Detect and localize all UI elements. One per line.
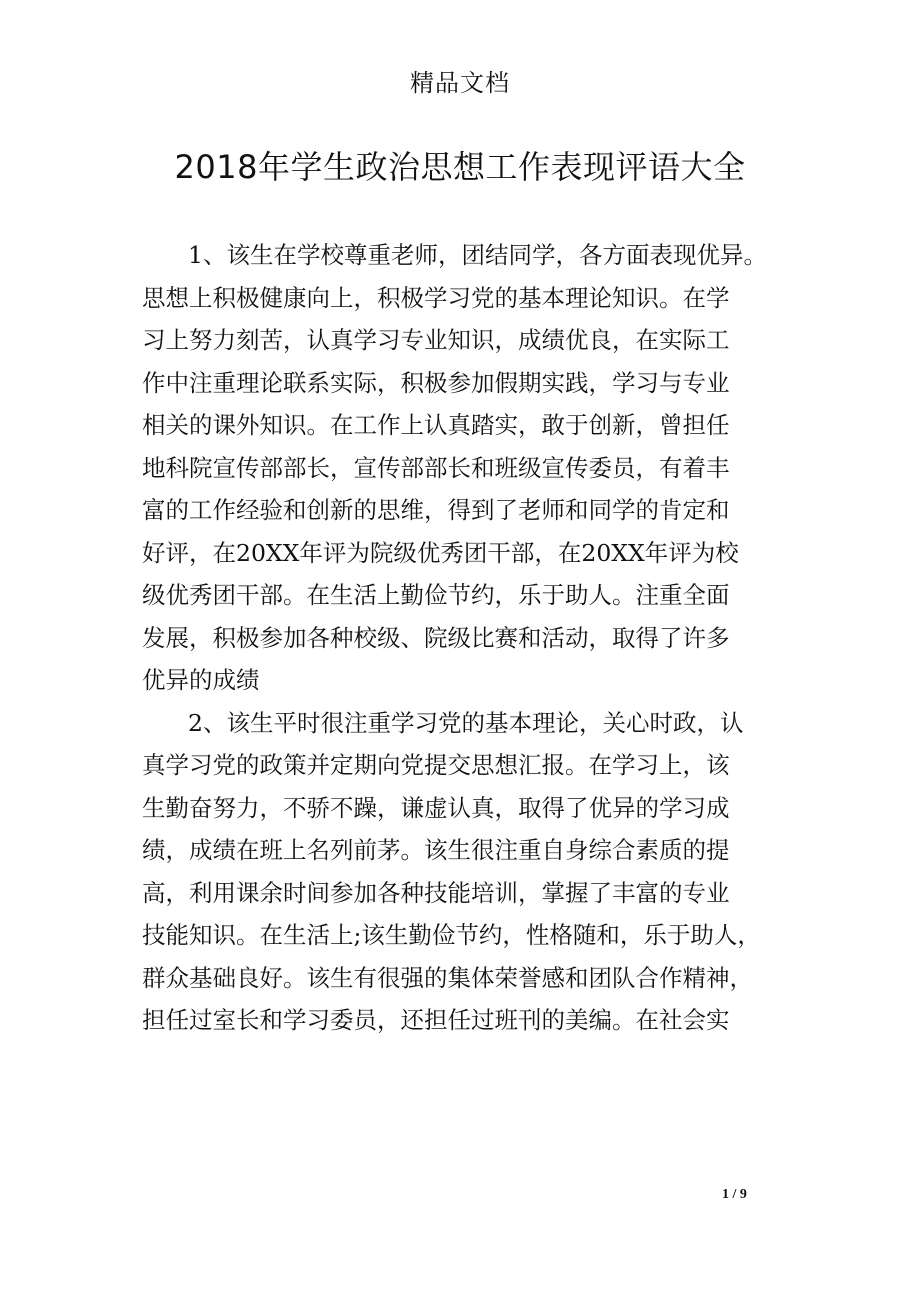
paragraph-line: 群众基础良好。该生有很强的集体荣誉感和团队合作精神，: [142, 963, 753, 992]
paragraph-line: 思想上积极健康向上，积极学习党的基本理论知识。在学: [142, 283, 730, 312]
paragraph-1: [142, 234, 802, 702]
paragraph-line: 生勤奋努力，不骄不躁，谦虚认真，取得了优异的学习成: [142, 793, 730, 822]
paragraph-line: 担任过室长和学习委员，还担任过班刊的美编。在社会实: [142, 1006, 730, 1034]
paragraph-line: 习上努力刻苦，认真学习专业知识，成绩优良，在实际工: [142, 326, 730, 354]
paragraph-line: 富的工作经验和创新的思维，得到了老师和同学的肯定和: [142, 496, 730, 524]
paragraph-line: 地科院宣传部部长，宣传部部长和班级宣传委员，有着丰: [142, 453, 730, 482]
paragraph-line: 2、该生平时很注重学习党的基本理论，关心时政，认: [188, 708, 744, 737]
document-header: 精品文档: [410, 69, 510, 97]
paragraph-line: 绩，成绩在班上名列前茅。该生很注重自身综合素质的提: [142, 836, 730, 864]
document-body: [142, 234, 802, 1042]
paragraph-line: 级优秀团干部。在生活上勤俭节约，乐于助人。注重全面: [142, 581, 730, 609]
paragraph-line: 高，利用课余时间参加各种技能培训，掌握了丰富的专业: [142, 878, 730, 907]
paragraph-line: 优异的成绩: [142, 666, 260, 694]
paragraph-line: 技能知识。在生活上;该生勤俭节约，性格随和，乐于助人，: [142, 921, 761, 949]
paragraph-2: [142, 702, 802, 1042]
paragraph-line: 好评，在20XX年评为院级优秀团干部，在20XX年评为校: [142, 538, 739, 567]
page-number: 1 / 9: [722, 1187, 747, 1202]
paragraph-line: 发展，积极参加各种校级、院级比赛和活动，取得了许多: [142, 623, 730, 652]
paragraph-line: 1、该生在学校尊重老师，团结同学，各方面表现优异。: [188, 241, 767, 269]
document-title: 2018年学生政治思想工作表现评语大全: [174, 148, 746, 187]
paragraph-line: 真学习党的政策并定期向党提交思想汇报。在学习上，该: [142, 751, 730, 779]
paragraph-line: 相关的课外知识。在工作上认真踏实，敢于创新，曾担任: [142, 411, 730, 439]
paragraph-line: 作中注重理论联系实际，积极参加假期实践，学习与专业: [142, 368, 730, 397]
